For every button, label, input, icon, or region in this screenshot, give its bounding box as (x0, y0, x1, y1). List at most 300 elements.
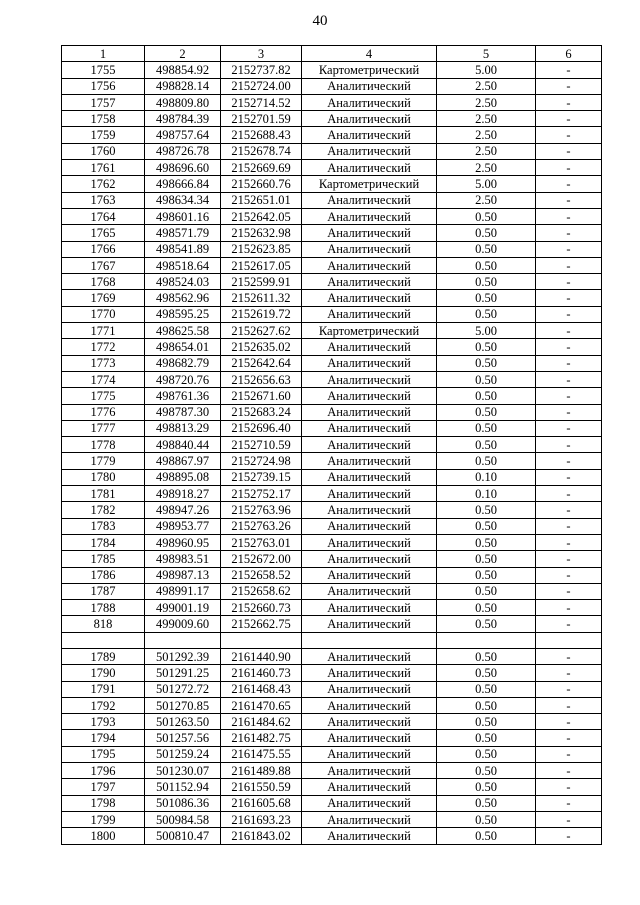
x-coordinate-cell: 498541.89 (145, 241, 221, 257)
y-coordinate-cell: 2161440.90 (221, 648, 302, 664)
table-row (62, 160, 602, 176)
description-cell: - (536, 453, 602, 469)
method-cell: Аналитический (302, 583, 437, 599)
point-number-cell: 1784 (62, 534, 145, 550)
y-coordinate-cell: 2161484.62 (221, 714, 302, 730)
method-cell: Аналитический (302, 94, 437, 110)
method-cell: Аналитический (302, 78, 437, 94)
method-cell: Аналитический (302, 567, 437, 583)
table-row (62, 486, 602, 502)
y-coordinate-cell: 2152678.74 (221, 143, 302, 159)
description-cell: - (536, 518, 602, 534)
description-cell: - (536, 323, 602, 339)
description-cell: - (536, 681, 602, 697)
x-coordinate-cell: 498726.78 (145, 143, 221, 159)
accuracy-cell: 0.50 (437, 241, 536, 257)
x-coordinate-cell: 499009.60 (145, 616, 221, 632)
point-number-cell: 1799 (62, 811, 145, 827)
table-row (62, 241, 602, 257)
point-number-cell: 1780 (62, 469, 145, 485)
method-cell: Аналитический (302, 534, 437, 550)
accuracy-cell: 2.50 (437, 160, 536, 176)
x-coordinate-cell: 500984.58 (145, 811, 221, 827)
x-coordinate-cell: 501259.24 (145, 746, 221, 762)
x-coordinate-cell: 498953.77 (145, 518, 221, 534)
accuracy-cell: 0.50 (437, 534, 536, 550)
point-number-cell: 1770 (62, 306, 145, 322)
accuracy-cell: 2.50 (437, 78, 536, 94)
description-cell (536, 632, 602, 648)
point-number-cell: 1768 (62, 274, 145, 290)
table-row (62, 648, 602, 664)
point-number-cell: 1766 (62, 241, 145, 257)
accuracy-cell: 2.50 (437, 111, 536, 127)
y-coordinate-cell: 2152660.76 (221, 176, 302, 192)
point-number-cell: 818 (62, 616, 145, 632)
method-cell (302, 632, 437, 648)
x-coordinate-cell: 498761.36 (145, 388, 221, 404)
column-header: 2 (145, 46, 221, 62)
table-row (62, 208, 602, 224)
x-coordinate-cell: 501272.72 (145, 681, 221, 697)
x-coordinate-cell: 498595.25 (145, 306, 221, 322)
point-number-cell: 1777 (62, 420, 145, 436)
method-cell: Аналитический (302, 518, 437, 534)
table-row (62, 257, 602, 273)
accuracy-cell: 0.50 (437, 714, 536, 730)
point-number-cell: 1795 (62, 746, 145, 762)
table-row (62, 697, 602, 713)
table-row (62, 176, 602, 192)
method-cell: Аналитический (302, 763, 437, 779)
description-cell: - (536, 274, 602, 290)
point-number-cell: 1771 (62, 323, 145, 339)
description-cell: - (536, 600, 602, 616)
description-cell: - (536, 551, 602, 567)
y-coordinate-cell: 2161460.73 (221, 665, 302, 681)
description-cell: - (536, 225, 602, 241)
point-number-cell: 1760 (62, 143, 145, 159)
point-number-cell: 1787 (62, 583, 145, 599)
description-cell: - (536, 534, 602, 550)
table-row (62, 567, 602, 583)
description-cell: - (536, 94, 602, 110)
description-cell: - (536, 111, 602, 127)
accuracy-cell: 0.50 (437, 567, 536, 583)
table-row (62, 779, 602, 795)
point-number-cell (62, 632, 145, 648)
point-number-cell: 1792 (62, 697, 145, 713)
x-coordinate-cell: 498918.27 (145, 486, 221, 502)
method-cell: Аналитический (302, 681, 437, 697)
method-cell: Аналитический (302, 192, 437, 208)
description-cell: - (536, 192, 602, 208)
y-coordinate-cell: 2152763.01 (221, 534, 302, 550)
x-coordinate-cell (145, 632, 221, 648)
column-header: 6 (536, 46, 602, 62)
method-cell: Аналитический (302, 404, 437, 420)
accuracy-cell: 0.50 (437, 665, 536, 681)
point-number-cell: 1793 (62, 714, 145, 730)
x-coordinate-cell: 501270.85 (145, 697, 221, 713)
y-coordinate-cell: 2152599.91 (221, 274, 302, 290)
y-coordinate-cell (221, 632, 302, 648)
y-coordinate-cell: 2152660.73 (221, 600, 302, 616)
x-coordinate-cell: 498867.97 (145, 453, 221, 469)
accuracy-cell: 2.50 (437, 192, 536, 208)
accuracy-cell: 0.50 (437, 616, 536, 632)
x-coordinate-cell: 498947.26 (145, 502, 221, 518)
table-row (62, 306, 602, 322)
description-cell: - (536, 78, 602, 94)
y-coordinate-cell: 2152617.05 (221, 257, 302, 273)
table-separator-row (62, 632, 602, 648)
method-cell: Аналитический (302, 420, 437, 436)
table-row (62, 143, 602, 159)
x-coordinate-cell: 498634.34 (145, 192, 221, 208)
accuracy-cell: 2.50 (437, 127, 536, 143)
method-cell: Аналитический (302, 241, 437, 257)
method-cell: Аналитический (302, 371, 437, 387)
x-coordinate-cell: 499001.19 (145, 600, 221, 616)
table-row (62, 681, 602, 697)
method-cell: Аналитический (302, 355, 437, 371)
method-cell: Аналитический (302, 437, 437, 453)
table-row (62, 339, 602, 355)
point-number-cell: 1772 (62, 339, 145, 355)
accuracy-cell: 5.00 (437, 176, 536, 192)
page-number: 40 (312, 13, 328, 29)
method-cell: Аналитический (302, 160, 437, 176)
table-row (62, 453, 602, 469)
y-coordinate-cell: 2152658.62 (221, 583, 302, 599)
column-header: 5 (437, 46, 536, 62)
x-coordinate-cell: 498828.14 (145, 78, 221, 94)
method-cell: Аналитический (302, 257, 437, 273)
table-row (62, 518, 602, 534)
y-coordinate-cell: 2152642.64 (221, 355, 302, 371)
point-number-cell: 1798 (62, 795, 145, 811)
description-cell: - (536, 306, 602, 322)
point-number-cell: 1796 (62, 763, 145, 779)
table-row (62, 534, 602, 550)
accuracy-cell: 0.50 (437, 763, 536, 779)
table-row (62, 437, 602, 453)
x-coordinate-cell: 498625.58 (145, 323, 221, 339)
x-coordinate-cell: 498562.96 (145, 290, 221, 306)
accuracy-cell: 0.50 (437, 371, 536, 387)
column-header: 3 (221, 46, 302, 62)
point-number-cell: 1765 (62, 225, 145, 241)
table-row (62, 730, 602, 746)
method-cell: Аналитический (302, 274, 437, 290)
y-coordinate-cell: 2161482.75 (221, 730, 302, 746)
table-row (62, 323, 602, 339)
accuracy-cell: 0.50 (437, 355, 536, 371)
table-row (62, 600, 602, 616)
method-cell: Аналитический (302, 453, 437, 469)
table-row (62, 274, 602, 290)
y-coordinate-cell: 2161489.88 (221, 763, 302, 779)
description-cell: - (536, 371, 602, 387)
accuracy-cell (437, 632, 536, 648)
accuracy-cell: 0.50 (437, 779, 536, 795)
y-coordinate-cell: 2152658.52 (221, 567, 302, 583)
x-coordinate-cell: 498991.17 (145, 583, 221, 599)
x-coordinate-cell: 498960.95 (145, 534, 221, 550)
y-coordinate-cell: 2152662.75 (221, 616, 302, 632)
point-number-cell: 1800 (62, 828, 145, 844)
description-cell: - (536, 355, 602, 371)
method-cell: Аналитический (302, 714, 437, 730)
table-row (62, 665, 602, 681)
table-row (62, 583, 602, 599)
method-cell: Аналитический (302, 143, 437, 159)
method-cell: Аналитический (302, 111, 437, 127)
method-cell: Аналитический (302, 697, 437, 713)
accuracy-cell: 0.50 (437, 600, 536, 616)
method-cell: Аналитический (302, 290, 437, 306)
y-coordinate-cell: 2152635.02 (221, 339, 302, 355)
method-cell: Картометрический (302, 323, 437, 339)
accuracy-cell: 0.50 (437, 502, 536, 518)
accuracy-cell: 0.50 (437, 274, 536, 290)
table-row (62, 469, 602, 485)
table-row (62, 763, 602, 779)
x-coordinate-cell: 498813.29 (145, 420, 221, 436)
y-coordinate-cell: 2161475.55 (221, 746, 302, 762)
point-number-cell: 1764 (62, 208, 145, 224)
table-row (62, 62, 602, 78)
point-number-cell: 1794 (62, 730, 145, 746)
point-number-cell: 1763 (62, 192, 145, 208)
x-coordinate-cell: 498895.08 (145, 469, 221, 485)
y-coordinate-cell: 2152763.26 (221, 518, 302, 534)
description-cell: - (536, 339, 602, 355)
table-row (62, 111, 602, 127)
accuracy-cell: 2.50 (437, 94, 536, 110)
accuracy-cell: 0.50 (437, 388, 536, 404)
point-number-cell: 1761 (62, 160, 145, 176)
accuracy-cell: 0.50 (437, 404, 536, 420)
accuracy-cell: 0.50 (437, 306, 536, 322)
y-coordinate-cell: 2152642.05 (221, 208, 302, 224)
method-cell: Аналитический (302, 486, 437, 502)
point-number-cell: 1775 (62, 388, 145, 404)
y-coordinate-cell: 2152763.96 (221, 502, 302, 518)
method-cell: Аналитический (302, 779, 437, 795)
y-coordinate-cell: 2161470.65 (221, 697, 302, 713)
description-cell: - (536, 486, 602, 502)
accuracy-cell: 0.50 (437, 290, 536, 306)
x-coordinate-cell: 498720.76 (145, 371, 221, 387)
point-number-cell: 1781 (62, 486, 145, 502)
point-number-cell: 1773 (62, 355, 145, 371)
x-coordinate-cell: 498666.84 (145, 176, 221, 192)
y-coordinate-cell: 2161468.43 (221, 681, 302, 697)
description-cell: - (536, 746, 602, 762)
x-coordinate-cell: 498840.44 (145, 437, 221, 453)
table-row (62, 502, 602, 518)
y-coordinate-cell: 2152671.60 (221, 388, 302, 404)
table-row (62, 127, 602, 143)
description-cell: - (536, 160, 602, 176)
description-cell: - (536, 779, 602, 795)
point-number-cell: 1783 (62, 518, 145, 534)
y-coordinate-cell: 2152701.59 (221, 111, 302, 127)
method-cell: Аналитический (302, 127, 437, 143)
description-cell: - (536, 583, 602, 599)
table-row (62, 94, 602, 110)
description-cell: - (536, 714, 602, 730)
method-cell: Аналитический (302, 828, 437, 844)
column-header: 4 (302, 46, 437, 62)
column-header: 1 (62, 46, 145, 62)
point-number-cell: 1759 (62, 127, 145, 143)
description-cell: - (536, 616, 602, 632)
method-cell: Аналитический (302, 306, 437, 322)
table-row (62, 828, 602, 844)
description-cell: - (536, 811, 602, 827)
table-row (62, 420, 602, 436)
point-number-cell: 1782 (62, 502, 145, 518)
table-row (62, 225, 602, 241)
x-coordinate-cell: 498784.39 (145, 111, 221, 127)
y-coordinate-cell: 2152724.00 (221, 78, 302, 94)
x-coordinate-cell: 498787.30 (145, 404, 221, 420)
point-number-cell: 1755 (62, 62, 145, 78)
accuracy-cell: 0.50 (437, 551, 536, 567)
table-body (62, 62, 602, 844)
description-cell: - (536, 388, 602, 404)
table-row (62, 795, 602, 811)
accuracy-cell: 0.50 (437, 208, 536, 224)
description-cell: - (536, 469, 602, 485)
x-coordinate-cell: 501291.25 (145, 665, 221, 681)
y-coordinate-cell: 2161550.59 (221, 779, 302, 795)
table-header-row (62, 46, 602, 62)
description-cell: - (536, 437, 602, 453)
x-coordinate-cell: 498654.01 (145, 339, 221, 355)
table-row (62, 355, 602, 371)
method-cell: Аналитический (302, 208, 437, 224)
y-coordinate-cell: 2152752.17 (221, 486, 302, 502)
description-cell: - (536, 795, 602, 811)
x-coordinate-cell: 501086.36 (145, 795, 221, 811)
description-cell: - (536, 257, 602, 273)
accuracy-cell: 0.50 (437, 746, 536, 762)
x-coordinate-cell: 498696.60 (145, 160, 221, 176)
y-coordinate-cell: 2161693.23 (221, 811, 302, 827)
y-coordinate-cell: 2152724.98 (221, 453, 302, 469)
accuracy-cell: 0.50 (437, 583, 536, 599)
accuracy-cell: 0.50 (437, 437, 536, 453)
table-row (62, 811, 602, 827)
point-number-cell: 1762 (62, 176, 145, 192)
point-number-cell: 1788 (62, 600, 145, 616)
description-cell: - (536, 143, 602, 159)
point-number-cell: 1756 (62, 78, 145, 94)
y-coordinate-cell: 2152632.98 (221, 225, 302, 241)
accuracy-cell: 0.50 (437, 453, 536, 469)
point-number-cell: 1778 (62, 437, 145, 453)
x-coordinate-cell: 501152.94 (145, 779, 221, 795)
table-row (62, 551, 602, 567)
x-coordinate-cell: 501292.39 (145, 648, 221, 664)
y-coordinate-cell: 2152669.69 (221, 160, 302, 176)
x-coordinate-cell: 498809.80 (145, 94, 221, 110)
method-cell: Аналитический (302, 502, 437, 518)
description-cell: - (536, 420, 602, 436)
x-coordinate-cell: 500810.47 (145, 828, 221, 844)
description-cell: - (536, 127, 602, 143)
description-cell: - (536, 567, 602, 583)
point-number-cell: 1786 (62, 567, 145, 583)
y-coordinate-cell: 2152714.52 (221, 94, 302, 110)
y-coordinate-cell: 2152672.00 (221, 551, 302, 567)
description-cell: - (536, 648, 602, 664)
table-row (62, 371, 602, 387)
y-coordinate-cell: 2152651.01 (221, 192, 302, 208)
x-coordinate-cell: 498571.79 (145, 225, 221, 241)
y-coordinate-cell: 2152619.72 (221, 306, 302, 322)
method-cell: Аналитический (302, 746, 437, 762)
method-cell: Аналитический (302, 339, 437, 355)
x-coordinate-cell: 498757.64 (145, 127, 221, 143)
description-cell: - (536, 176, 602, 192)
table-row (62, 746, 602, 762)
point-number-cell: 1791 (62, 681, 145, 697)
x-coordinate-cell: 498682.79 (145, 355, 221, 371)
x-coordinate-cell: 501257.56 (145, 730, 221, 746)
point-number-cell: 1785 (62, 551, 145, 567)
table-row (62, 78, 602, 94)
accuracy-cell: 0.50 (437, 730, 536, 746)
x-coordinate-cell: 498983.51 (145, 551, 221, 567)
accuracy-cell: 0.50 (437, 828, 536, 844)
point-number-cell: 1776 (62, 404, 145, 420)
accuracy-cell: 0.50 (437, 225, 536, 241)
point-number-cell: 1779 (62, 453, 145, 469)
description-cell: - (536, 730, 602, 746)
point-number-cell: 1758 (62, 111, 145, 127)
accuracy-cell: 0.50 (437, 795, 536, 811)
point-number-cell: 1757 (62, 94, 145, 110)
method-cell: Аналитический (302, 811, 437, 827)
accuracy-cell: 0.50 (437, 339, 536, 355)
y-coordinate-cell: 2152710.59 (221, 437, 302, 453)
point-number-cell: 1789 (62, 648, 145, 664)
accuracy-cell: 0.50 (437, 811, 536, 827)
x-coordinate-cell: 501263.50 (145, 714, 221, 730)
method-cell: Аналитический (302, 225, 437, 241)
accuracy-cell: 0.50 (437, 681, 536, 697)
point-number-cell: 1767 (62, 257, 145, 273)
accuracy-cell: 5.00 (437, 323, 536, 339)
coordinates-table (61, 45, 602, 845)
method-cell: Аналитический (302, 388, 437, 404)
description-cell: - (536, 404, 602, 420)
accuracy-cell: 0.10 (437, 486, 536, 502)
y-coordinate-cell: 2161605.68 (221, 795, 302, 811)
x-coordinate-cell: 498518.64 (145, 257, 221, 273)
y-coordinate-cell: 2152683.24 (221, 404, 302, 420)
y-coordinate-cell: 2152611.32 (221, 290, 302, 306)
accuracy-cell: 0.50 (437, 697, 536, 713)
x-coordinate-cell: 498524.03 (145, 274, 221, 290)
description-cell: - (536, 697, 602, 713)
method-cell: Аналитический (302, 730, 437, 746)
